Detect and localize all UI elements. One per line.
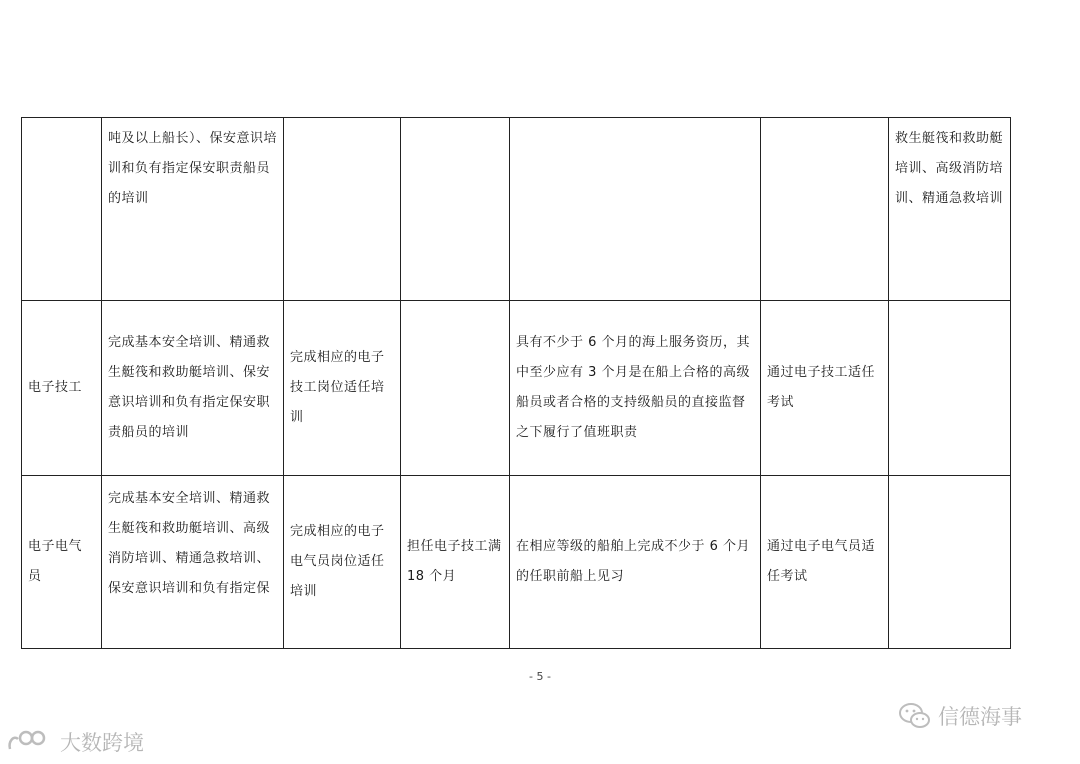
wechat-icon: [898, 701, 932, 731]
watermark-logo-icon: [6, 729, 54, 755]
cell-extra: [889, 476, 1011, 649]
cell-service-qualification: [401, 301, 510, 476]
cell-training: 完成基本安全培训、精通救生艇筏和救助艇培训、保安意识培训和负有指定保安职责船员的培训: [102, 301, 284, 476]
watermark-right: [898, 701, 1022, 731]
watermark-right-text: 信德海事: [938, 705, 1022, 729]
cell-exam: 通过电子技工适任考试: [761, 301, 889, 476]
cell-exam: [761, 118, 889, 301]
cell-position: [22, 118, 102, 301]
cell-exam: 通过电子电气员适任考试: [761, 476, 889, 649]
table-row: [22, 476, 1011, 649]
watermark-left-text: 大数跨境: [60, 731, 144, 755]
cell-sea-service: 在相应等级的船舶上完成不少于 6 个月的任职前船上见习: [510, 476, 761, 649]
table-row: [22, 118, 1011, 301]
cell-training: 完成基本安全培训、精通救生艇筏和救助艇培训、高级消防培训、精通急救培训、保安意识培训和负有指定保: [102, 476, 284, 649]
cell-post-training: 完成相应的电子电气员岗位适任培训: [284, 476, 401, 649]
cell-post-training: [284, 118, 401, 301]
requirements-table: [21, 117, 1011, 649]
cell-sea-service: [510, 118, 761, 301]
cell-service-qualification: 担任电子技工满 18 个月: [401, 476, 510, 649]
cell-training: 吨及以上船长）、保安意识培训和负有指定保安职责船员的培训: [102, 118, 284, 301]
table-row: [22, 301, 1011, 476]
cell-position: 电子技工: [22, 301, 102, 476]
cell-sea-service: 具有不少于 6 个月的海上服务资历，其中至少应有 3 个月是在船上合格的高级船员或者合格的支持级船员的直接监督之下履行了值班职责: [510, 301, 761, 476]
cell-extra: [889, 301, 1011, 476]
cell-extra: 救生艇筏和救助艇培训、高级消防培训、精通急救培训: [889, 118, 1011, 301]
watermark-left: [6, 727, 144, 757]
cell-position: 电子电气员: [22, 476, 102, 649]
cell-post-training: 完成相应的电子技工岗位适任培训: [284, 301, 401, 476]
page-number: - 5 -: [529, 670, 551, 683]
cell-service-qualification: [401, 118, 510, 301]
